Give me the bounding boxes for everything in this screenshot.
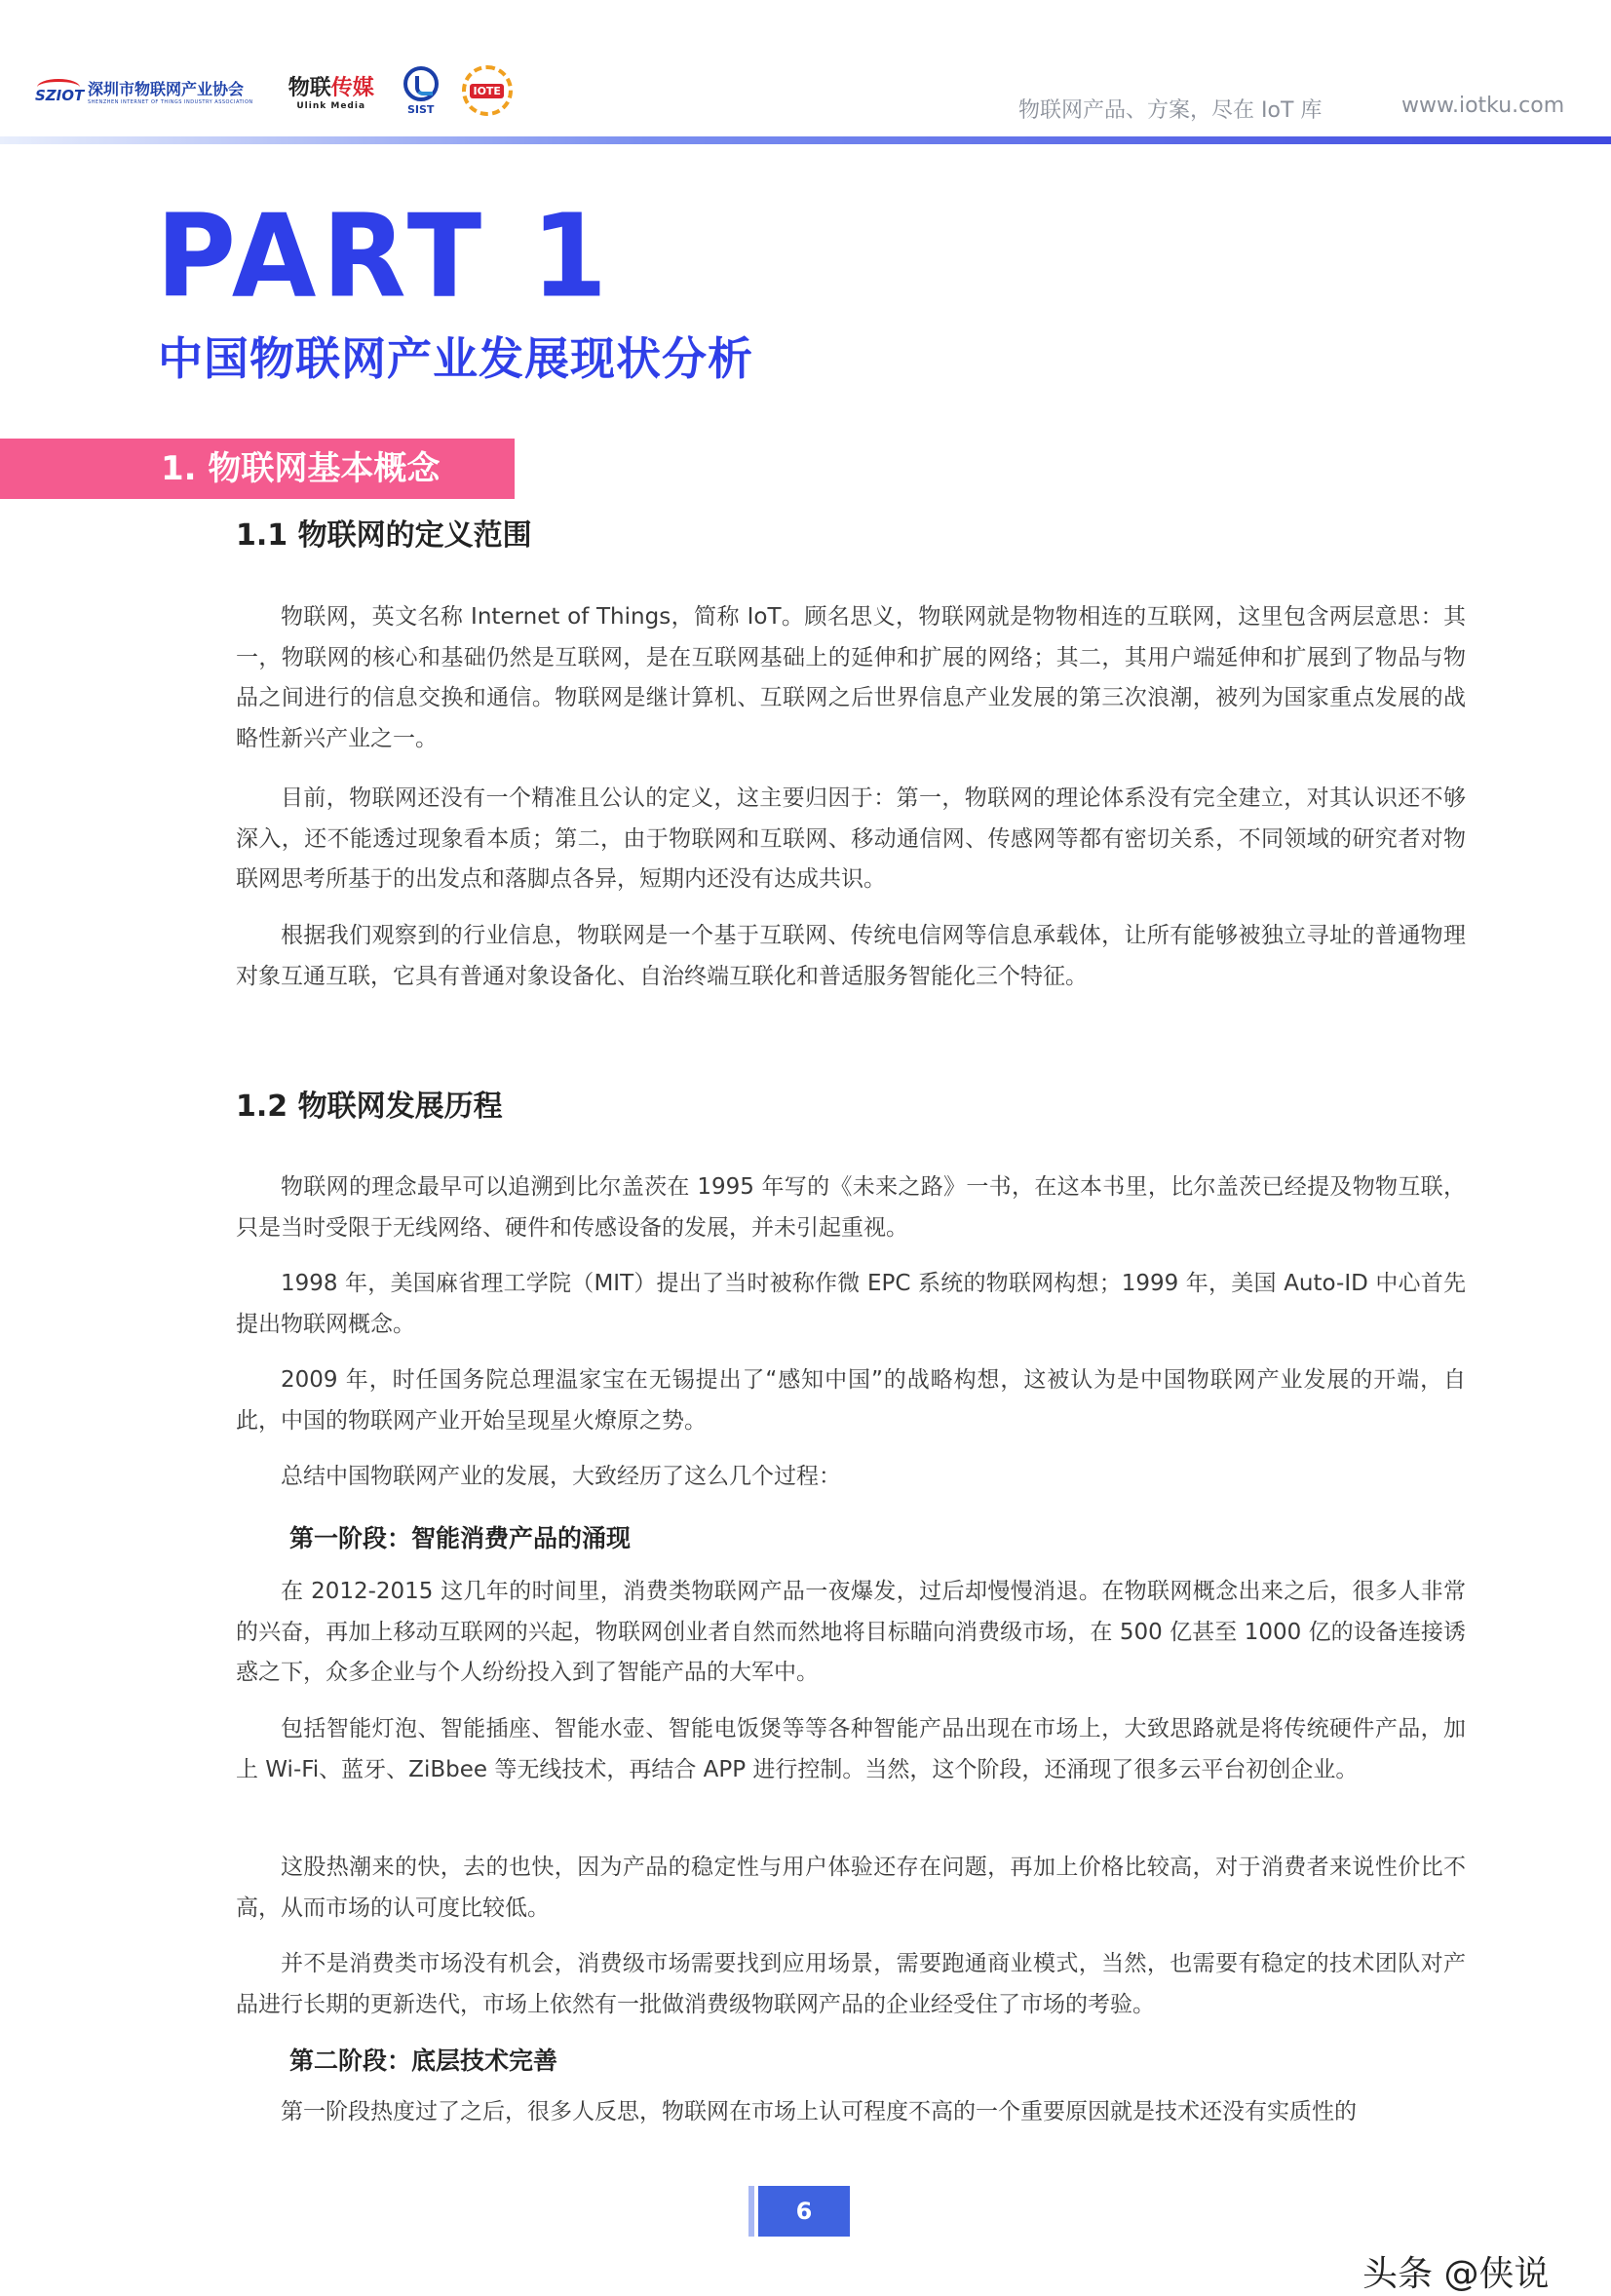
sist-logo: SIST <box>403 66 439 116</box>
page-number: 6 <box>758 2186 850 2237</box>
iote-logo: IOTE <box>462 65 513 116</box>
paragraph: 这股热潮来的快，去的也快，因为产品的稳定性与用户体验还存在问题，再加上价格比较高，对于消费者来说性价比不高，从而市场的认可度比较低。 <box>236 1855 1466 1921</box>
header-tagline: 物联网产品、方案，尽在 IoT 库 <box>1018 98 1323 123</box>
sziot-name-cn: 深圳市物联网产业协会 <box>88 79 245 98</box>
header-divider <box>0 136 1611 144</box>
heading-stage-1: 第一阶段：智能消费产品的涌现 <box>289 1524 632 1552</box>
logo-strip <box>35 57 513 125</box>
paragraph: 目前，物联网还没有一个精准且公认的定义，这主要归因于：第一，物联网的理论体系没有完全建立，对其认识还不够深入，还不能透过现象看本质；第二，由于物联网和互联网、移动通信网、传感网等都有密切关系，不同领域的研究者对物联网思考所基于的出发点和落脚点各异，短期内还没有达成共识。 <box>236 785 1466 892</box>
paragraph: 根据我们观察到的行业信息，物联网是一个基于互联网、传统电信网等信息承载体，让所有能够被独立寻址的普通物理对象互通互联，它具有普通对象设备化、自治终端互联化和普适服务智能化三个特征。 <box>236 923 1466 989</box>
header-url[interactable]: www.iotku.com <box>1401 94 1565 118</box>
paragraph: 包括智能灯泡、智能插座、智能水壶、智能电饭煲等等各种智能产品出现在市场上，大致思路就是将传统硬件产品，加上 Wi-Fi、蓝牙、ZiBbee 等无线技术，再结合 APP 进行控制。当然，这个阶段，还涌现了很多云平台初创企业。 <box>236 1716 1466 1782</box>
ulink-media-logo: 物联传媒 Ulink Media <box>288 75 374 111</box>
paragraph: 并不是消费类市场没有机会，消费级市场需要找到应用场景，需要跑通商业模式，当然，也需要有稳定的技术团队对产品进行长期的更新迭代，市场上依然有一批做消费级物联网产品的企业经受住了市场的考验。 <box>236 1951 1466 2017</box>
paragraph: 2009 年，时任国务院总理温家宝在无锡提出了“感知中国”的战略构想，这被认为是中国物联网产业发展的开端，自此，中国的物联网产业开始呈现星火燎原之势。 <box>236 1367 1466 1434</box>
sziot-mark-icon: SZIOT <box>35 77 82 104</box>
sziot-name-en: SHENZHEN INTERNET OF THINGS INDUSTRY ASSOCIATION <box>88 98 253 105</box>
paragraph: 总结中国物联网产业的发展，大致经历了这么几个过程： <box>281 1464 841 1489</box>
paragraph: 在 2012-2015 这几年的时间里，消费类物联网产品一夜爆发，过后却慢慢消退。在物联网概念出来之后，很多人非常的兴奋，再加上移动互联网的兴起，物联网创业者自然而然地将目标瞄向消费级市场，在 500 亿甚至 1000 亿的设备连接诱惑之下，众多企业与个人纷纷投入到了智能产品的大军中。 <box>236 1579 1466 1685</box>
source-watermark: 头条 @侠说 <box>1362 2254 1550 2294</box>
part-subtitle: 中国物联网产业发展现状分析 <box>158 332 753 385</box>
sziot-logo <box>35 77 253 105</box>
paragraph: 1998 年，美国麻省理工学院（MIT）提出了当时被称作微 EPC 系统的物联网构想；1999 年，美国 Auto-ID 中心首先提出物联网概念。 <box>236 1271 1466 1337</box>
paragraph: 物联网的理念最早可以追溯到比尔盖茨在 1995 年写的《未来之路》一书，在这本书里，比尔盖茨已经提及物物互联，只是当时受限于无线网络、硬件和传感设备的发展，并未引起重视。 <box>236 1174 1466 1241</box>
paragraph: 第一阶段热度过了之后，很多人反思，物联网在市场上认可程度不高的一个重要原因就是技术还没有实质性的 <box>281 2099 1357 2124</box>
part-title: PART 1 <box>156 190 614 325</box>
sist-emblem-icon <box>403 66 439 101</box>
section-banner: 1. 物联网基本概念 <box>0 439 515 499</box>
page-header <box>0 0 1611 146</box>
heading-1-2: 1.2 物联网发展历程 <box>236 1090 503 1124</box>
heading-1-1: 1.1 物联网的定义范围 <box>236 518 532 553</box>
heading-stage-2: 第二阶段：底层技术完善 <box>289 2047 558 2075</box>
paragraph: 物联网，英文名称 Internet of Things，简称 IoT。顾名思义，物联网就是物物相连的互联网，这里包含两层意思：其一，物联网的核心和基础仍然是互联网，是在互联网基础上的延伸和扩展的网络；其二，其用户端延伸和扩展到了物品与物品之间进行的信息交换和通信。物联网是继计算机、互联网之后世界信息产业发展的第三次浪潮，被列为国家重点发展的战略性新兴产业之一。 <box>236 604 1466 751</box>
